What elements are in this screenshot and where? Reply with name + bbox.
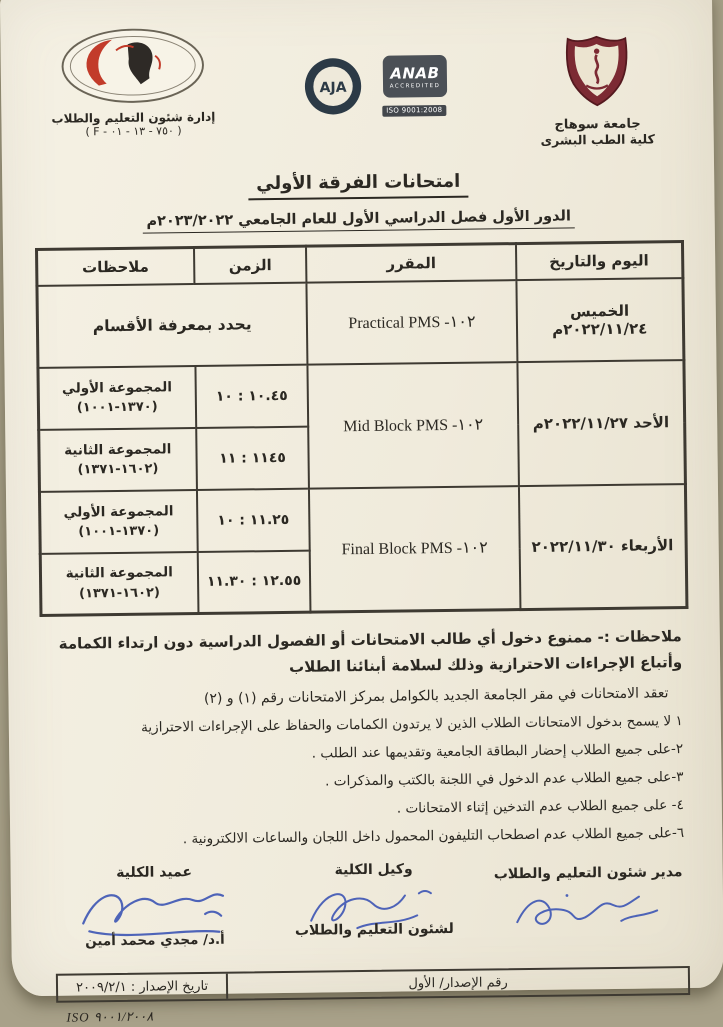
group-label: المجموعة الثانية	[65, 564, 173, 583]
dean-title: عميد الكلية	[116, 864, 193, 882]
group-cell	[37, 366, 196, 430]
time-cell: ١١٤٥ : ١١	[196, 426, 309, 489]
time-cell: ١١.٢٥ : ١٠	[197, 488, 310, 551]
note-cell: يحدد بمعرفة الأقسام	[36, 282, 307, 367]
note-item: ٤- على جميع الطلاب عدم التدخين إثناء الامتحانات .	[396, 797, 684, 817]
anab-accredited-label: ACCREDITED	[389, 82, 441, 90]
aja-logo-icon	[303, 56, 364, 117]
day-cell: الأحد ٢٠٢٢/١١/٢٧م	[517, 360, 685, 486]
vice-dean-signature-block	[276, 861, 472, 967]
note-item: ٦-على جميع الطلاب عدم اصطحاب التليفون المحمول داخل اللجان والساعات الالكترونية .	[182, 825, 685, 848]
issue-date: تاريخ الإصدار : ٢٠٠٩/٢/١	[75, 979, 209, 996]
director-title: مدير شئون التعليم والطلاب	[493, 864, 683, 883]
department-name: إدارة شئون التعليم والطلاب	[51, 109, 216, 126]
table-row	[36, 278, 683, 368]
page-title: امتحانات الفرقة الأولي	[248, 171, 468, 201]
course-cell: Practical PMS -١٠٢	[306, 280, 517, 365]
document-header	[30, 8, 684, 170]
group-label: المجموعة الأولي	[61, 378, 173, 397]
header-day: اليوم والتاريخ	[516, 242, 682, 280]
group-range: (١٣٧٠-١٠٠١)	[76, 399, 158, 416]
notes-section	[48, 624, 685, 852]
group-range: (١٦٠٢-١٣٧١)	[78, 585, 160, 602]
group-cell	[39, 490, 198, 554]
header-notes: ملاحظات	[36, 248, 194, 286]
table-row	[39, 484, 686, 554]
university-name: جامعة سوهاج	[554, 116, 641, 133]
university-header-block	[516, 12, 678, 148]
note-item: ٣-على جميع الطلاب عدم الدخول في اللجنة بالكتب والمذكرات .	[324, 769, 684, 790]
vice-dean-title-line2: لشئون التعليم والطلاب	[294, 921, 454, 940]
time-cell: ١٢.٥٥ : ١١.٣٠	[198, 550, 311, 613]
header-time: الزمن	[194, 246, 306, 283]
sohag-university-oval-logo	[58, 26, 207, 106]
course-cell: Final Block PMS -١٠٢	[309, 486, 520, 613]
aja-label: AJA	[319, 79, 347, 97]
table-row	[37, 360, 684, 430]
course-cell: Mid Block PMS -١٠٢	[307, 362, 518, 489]
note-item: ٢-على جميع الطلاب إحضار البطاقة الجامعية وتقديمها عند الطلب .	[311, 741, 684, 762]
dean-name: أ.د/ مجدي محمد أمين	[85, 932, 225, 950]
signatures-section	[47, 858, 692, 970]
group-cell	[40, 552, 199, 616]
page-subtitle: الدور الأول فصل الدراسي الأول للعام الجامعي ٢٠٢٣/٢٠٢٢م	[142, 208, 575, 233]
anab-label: ANAB	[390, 63, 440, 83]
group-range: (١٣٧٠-١٠٠١)	[78, 523, 160, 540]
time-cell: ١٠.٤٥ : ١٠	[195, 364, 308, 427]
anab-badge	[381, 55, 448, 117]
faculty-name: كلية الطب البشرى	[540, 131, 655, 148]
subtitle-row	[33, 204, 685, 235]
issue-number: رقم الإصدار/ الأول	[226, 968, 688, 999]
dean-signature-block	[47, 864, 263, 971]
group-label: المجموعة الأولي	[63, 502, 174, 521]
vice-dean-title-line1: وكيل الكلية	[334, 861, 413, 879]
department-code: ( F - ٧٥٠ - ١٣ - ٠١ )	[85, 124, 182, 139]
notes-intro: تعقد الامتحانات في مقر الجامعة الجديد بالكوامل بمركز الامتحانات رقم (١) و (٢)	[203, 684, 669, 707]
director-signature-block	[486, 858, 692, 964]
department-header-block	[32, 18, 233, 139]
note-item: ١ لا يسمح بدخول الامتحانات الطلاب الذين لا يرتدون الكمامات والحفاظ على الإجراءات الاحترازية	[140, 713, 683, 736]
notes-headline-line2: وأتباع الإجراءات الاحترازية وذلك لسلامة أبنائنا الطلاب	[288, 652, 683, 676]
faculty-shield-logo	[560, 31, 633, 110]
iso-note: ISO ٩٠٠١/٢٠٠٨	[66, 1008, 154, 1025]
group-cell	[38, 428, 197, 492]
notes-headline-line1: ملاحظات :- ممنوع دخول أي طالب الامتحانات أو الفصول الدراسية دون ارتداء الكمامة	[58, 627, 682, 653]
footer-bar	[56, 966, 690, 1003]
iso-certification-label: ISO 9001:2008	[382, 104, 446, 116]
group-label: المجموعة الثانية	[64, 440, 172, 459]
group-range: (١٦٠٢-١٣٧١)	[77, 461, 159, 478]
day-cell: الخميس ٢٠٢٢/١١/٢٤م	[516, 278, 683, 362]
exam-schedule-table	[34, 240, 687, 617]
day-cell: الأربعاء ٢٠٢٢/١١/٣٠	[519, 484, 687, 610]
accreditation-badges	[302, 15, 447, 118]
title-row	[32, 168, 684, 203]
header-course: المقرر	[306, 244, 516, 283]
director-signature	[508, 881, 669, 939]
anab-logo-icon	[383, 55, 448, 98]
